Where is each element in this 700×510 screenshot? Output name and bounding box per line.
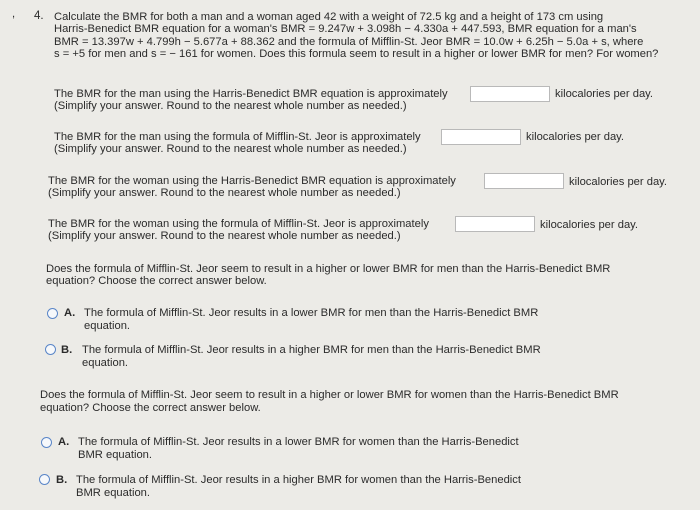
mc-question-line: equation? Choose the correct answer below. <box>40 402 261 414</box>
mc-question-line: Does the formula of Mifflin-St. Jeor seem to result in a higher or lower BMR for men than the Harris-Benedict BMR <box>46 263 611 275</box>
part-prompt: The BMR for the man using the formula of Mifflin-St. Jeor is approximately <box>54 131 421 143</box>
option-letter: A. <box>58 436 70 448</box>
part-hint: (Simplify your answer. Round to the nearest whole number as needed.) <box>48 230 401 242</box>
option-letter: A. <box>64 307 76 319</box>
part-unit: kilocalories per day. <box>569 176 668 188</box>
part-hint: (Simplify your answer. Round to the nearest whole number as needed.) <box>54 100 407 112</box>
part-prompt: The BMR for the man using the Harris-Benedict BMR equation is approximately <box>54 88 448 100</box>
answer-input-man-harris-benedict[interactable] <box>470 86 550 102</box>
part-hint: (Simplify your answer. Round to the nearest whole number as needed.) <box>48 187 401 199</box>
mc-question-line: equation? Choose the correct answer below. <box>46 275 267 287</box>
radio-button[interactable] <box>47 308 58 319</box>
part-hint: (Simplify your answer. Round to the nearest whole number as needed.) <box>54 143 407 155</box>
part-prompt: The BMR for the woman using the Harris-Benedict BMR equation is approximately <box>48 175 456 187</box>
option-letter: B. <box>56 474 68 486</box>
question-line: Harris-Benedict BMR equation for a woman's BMR = 9.247w + 3.098h − 4.330a + 447.593, BMR equation for a man's <box>54 23 637 35</box>
mc-question-line: Does the formula of Mifflin-St. Jeor seem to result in a higher or lower BMR for women than the Harris-Benedict BMR <box>40 389 619 401</box>
radio-button[interactable] <box>39 474 50 485</box>
radio-button[interactable] <box>41 437 52 448</box>
answer-input-woman-mifflin[interactable] <box>455 216 535 232</box>
question-line: BMR = 13.397w + 4.799h − 5.677a + 88.362 and the formula of Mifflin-St. Jeor BMR = 10.0w + 6.25h − 5.0a + s, where <box>54 36 644 48</box>
option-text: The formula of Mifflin-St. Jeor results in a lower BMR for men than the Harris-Benedict BMR <box>84 307 539 319</box>
option-text: equation. <box>84 320 131 332</box>
part-unit: kilocalories per day. <box>526 131 625 143</box>
option-text: The formula of Mifflin-St. Jeor results in a higher BMR for men than the Harris-Benedict BMR <box>82 344 541 356</box>
option-text: equation. <box>82 357 129 369</box>
part-prompt: The BMR for the woman using the formula of Mifflin-St. Jeor is approximately <box>48 218 429 230</box>
question-bullet: , <box>12 8 16 20</box>
question-number: 4. <box>34 10 44 22</box>
part-unit: kilocalories per day. <box>555 88 654 100</box>
answer-input-man-mifflin[interactable] <box>441 129 521 145</box>
radio-button[interactable] <box>45 344 56 355</box>
option-letter: B. <box>61 344 73 356</box>
question-line: s = +5 for men and s = − 161 for women. Does this formula seem to result in a higher or lower BMR for men? For women? <box>54 48 659 60</box>
answer-input-woman-harris-benedict[interactable] <box>484 173 564 189</box>
option-text: The formula of Mifflin-St. Jeor results in a lower BMR for women than the Harris-Benedict <box>78 436 519 448</box>
part-unit: kilocalories per day. <box>540 219 639 231</box>
option-text: The formula of Mifflin-St. Jeor results in a higher BMR for women than the Harris-Benedict <box>76 474 521 486</box>
question-line: Calculate the BMR for both a man and a woman aged 42 with a weight of 72.5 kg and a height of 173 cm using <box>54 11 604 23</box>
option-text: BMR equation. <box>78 449 153 461</box>
option-text: BMR equation. <box>76 487 151 499</box>
